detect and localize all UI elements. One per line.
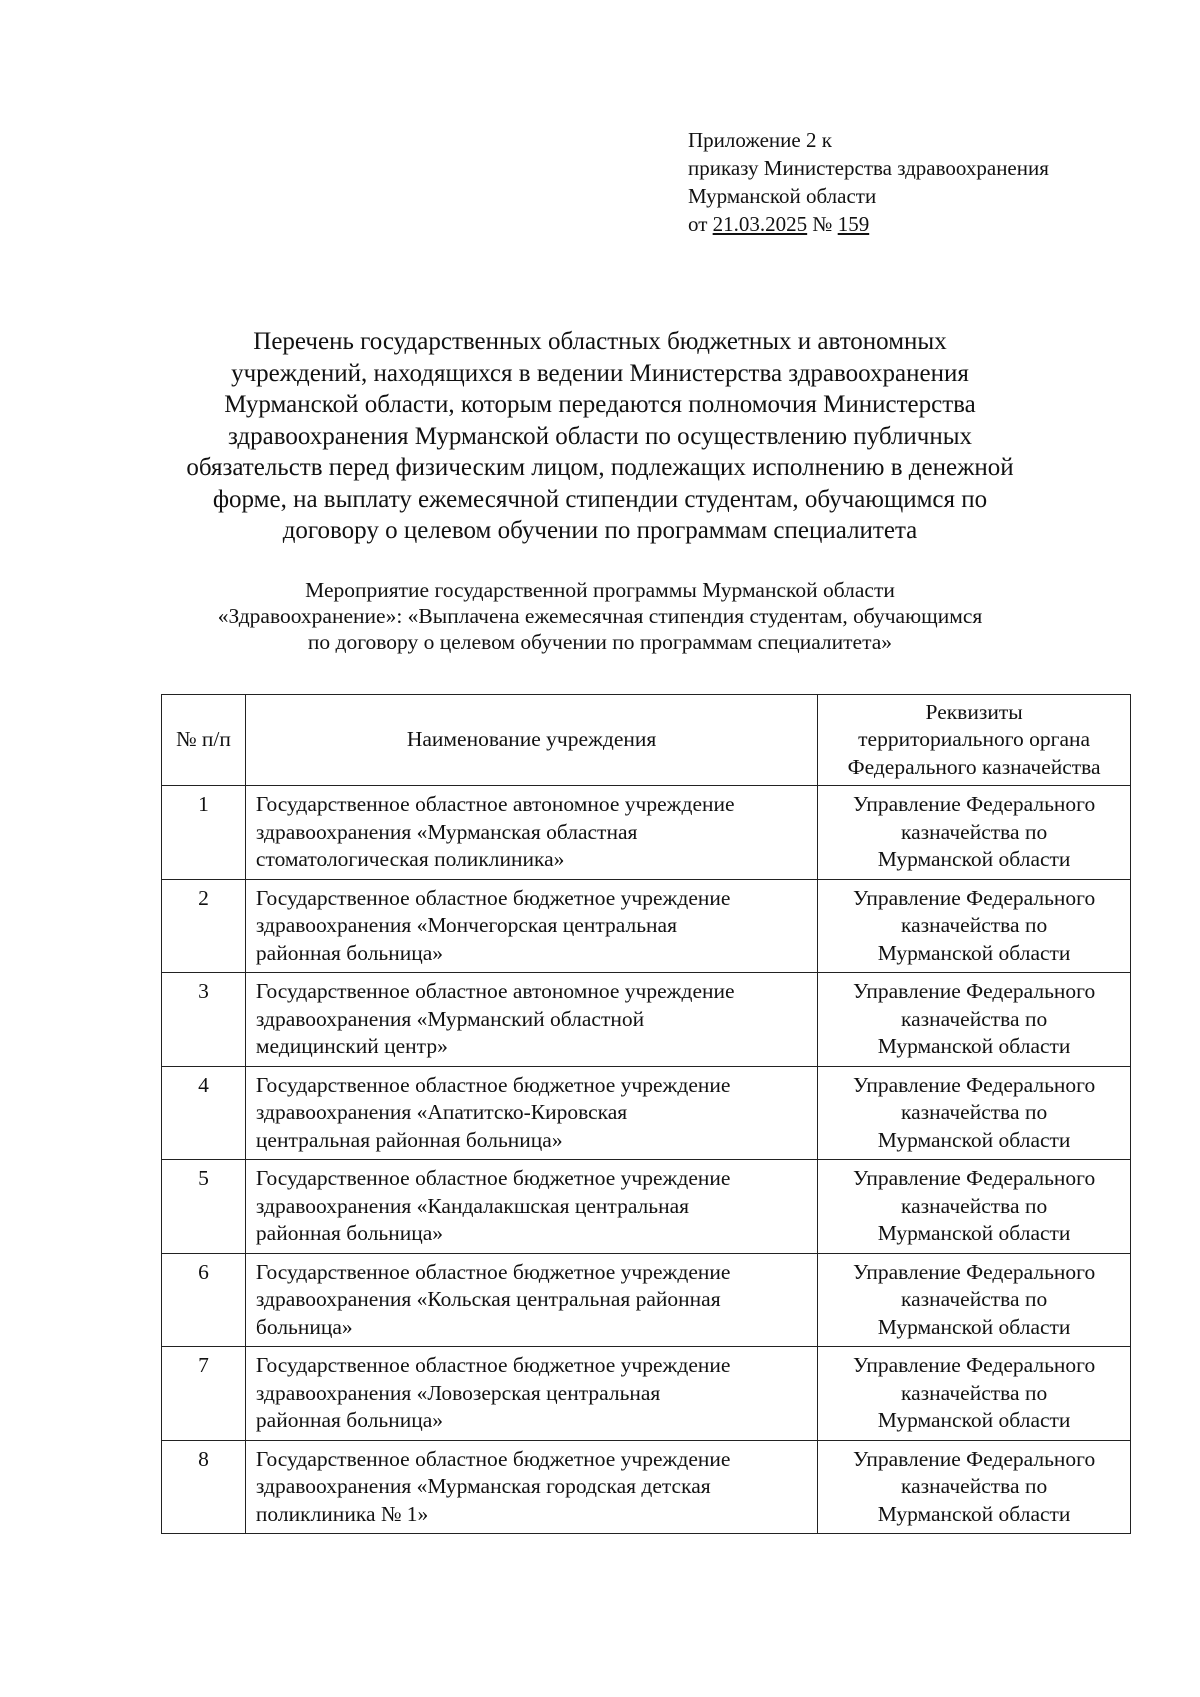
table-row xyxy=(162,1160,1131,1254)
requisites-line: казначейства по xyxy=(901,1006,1048,1031)
name-line: медицинский центр» xyxy=(255,1034,448,1058)
requisites-line: Управление Федерального xyxy=(852,792,1096,816)
treasury-requisites xyxy=(818,879,1131,973)
name-line: здравоохранения «Мончегорская центральная xyxy=(255,913,677,937)
requisites-line: Мурманской области xyxy=(877,1314,1071,1339)
institution-name xyxy=(245,1253,817,1347)
header-requisites-line: Реквизиты xyxy=(925,699,1023,724)
institutions-table xyxy=(161,694,1131,1534)
name-line: здравоохранения «Ловозерская центральная xyxy=(255,1380,661,1405)
title-line: обязательств перед физическим лицом, подлежащих исполнению в денежной xyxy=(186,454,1014,481)
header-num: № п/п xyxy=(162,695,246,786)
name-line: здравоохранения «Мурманская областная xyxy=(255,819,638,844)
name-line: здравоохранения «Мурманский областной xyxy=(255,1006,645,1031)
order-number: 159 xyxy=(837,212,870,236)
requisites-line: Мурманской области xyxy=(877,940,1071,965)
title-line: здравоохранения Мурманской области по осуществлению публичных xyxy=(227,422,973,450)
row-number: 2 xyxy=(162,879,246,973)
name-line: Государственное областное бюджетное учреждение xyxy=(255,885,731,910)
requisites-line: Управление Федерального xyxy=(852,979,1096,1003)
institution-name xyxy=(245,879,817,973)
program-subtitle xyxy=(150,577,1050,655)
appendix-block xyxy=(688,126,1049,238)
requisites-line: Управление Федерального xyxy=(852,1166,1096,1190)
requisites-line: Мурманской области xyxy=(877,1127,1071,1152)
name-line: центральная районная больница» xyxy=(255,1127,563,1152)
row-number: 1 xyxy=(162,786,246,880)
header-requisites-line: Федерального казначейства xyxy=(847,754,1101,779)
treasury-requisites xyxy=(818,973,1131,1067)
table-row xyxy=(162,786,1131,880)
appendix-line: Приложение 2 к xyxy=(688,128,832,152)
table-row xyxy=(162,1253,1131,1347)
requisites-line: казначейства по xyxy=(901,913,1048,937)
name-line: стоматологическая поликлиника» xyxy=(255,847,565,871)
appendix-date-prefix: от xyxy=(688,212,713,236)
table-row xyxy=(162,1440,1131,1534)
name-line: поликлиника № 1» xyxy=(255,1501,429,1526)
requisites-line: казначейства по xyxy=(901,1380,1048,1405)
institution-name xyxy=(245,1066,817,1160)
row-number: 4 xyxy=(162,1066,246,1160)
treasury-requisites xyxy=(818,1160,1131,1254)
table-row xyxy=(162,973,1131,1067)
requisites-line: Мурманской области xyxy=(877,847,1071,871)
name-line: больница» xyxy=(255,1314,353,1339)
name-line: Государственное областное бюджетное учреждение xyxy=(255,1353,731,1377)
row-number: 5 xyxy=(162,1160,246,1254)
requisites-line: Управление Федерального xyxy=(852,1259,1096,1284)
name-line: здравоохранения «Мурманская городская детская xyxy=(255,1474,711,1498)
row-number: 6 xyxy=(162,1253,246,1347)
appendix-line: приказу Министерства здравоохранения xyxy=(688,156,1049,180)
document-title xyxy=(150,326,1050,547)
name-line: Государственное областное бюджетное учреждение xyxy=(255,1166,731,1190)
requisites-line: Управление Федерального xyxy=(852,1353,1096,1377)
name-line: здравоохранения «Кандалакшская центральная xyxy=(255,1193,690,1218)
requisites-line: Мурманской области xyxy=(877,1034,1071,1058)
name-line: Государственное областное автономное учреждение xyxy=(255,979,735,1003)
title-line: учреждений, находящихся в ведении Министерства здравоохранения xyxy=(231,359,969,387)
name-line: Государственное областное бюджетное учреждение xyxy=(255,1446,731,1471)
table-row xyxy=(162,879,1131,973)
institution-name xyxy=(245,786,817,880)
name-line: Государственное областное автономное учреждение xyxy=(255,792,735,816)
appendix-date-line xyxy=(688,210,1049,238)
row-number: 7 xyxy=(162,1347,246,1441)
name-line: Государственное областное бюджетное учреждение xyxy=(255,1259,731,1284)
row-number: 3 xyxy=(162,973,246,1067)
table-header-row xyxy=(162,695,1131,786)
requisites-line: Управление Федерального xyxy=(852,1446,1096,1471)
requisites-line: Управление Федерального xyxy=(852,1072,1096,1097)
title-line: Мурманской области, которым передаются полномочия Министерства xyxy=(224,391,976,418)
subtitle-line: «Здравоохранение»: «Выплачена ежемесячная стипендия студентам, обучающимся xyxy=(217,604,983,628)
name-line: районная больница» xyxy=(255,1221,444,1245)
requisites-line: казначейства по xyxy=(901,1287,1048,1311)
header-name: Наименование учреждения xyxy=(245,695,817,786)
treasury-requisites xyxy=(818,1440,1131,1534)
requisites-line: Управление Федерального xyxy=(852,885,1096,910)
treasury-requisites xyxy=(818,1253,1131,1347)
treasury-requisites xyxy=(818,1066,1131,1160)
requisites-line: казначейства по xyxy=(901,1474,1048,1498)
subtitle-line: Мероприятие государственной программы Мурманской области xyxy=(305,578,895,602)
title-line: Перечень государственных областных бюджетных и автономных xyxy=(253,328,947,355)
title-line: форме, на выплату ежемесячной стипендии студентам, обучающимся по xyxy=(212,485,988,513)
treasury-requisites xyxy=(818,1347,1131,1441)
table-row xyxy=(162,1066,1131,1160)
institution-name xyxy=(245,1347,817,1441)
order-number-label: № xyxy=(807,212,838,236)
header-requisites xyxy=(818,695,1131,786)
name-line: районная больница» xyxy=(255,940,444,965)
requisites-line: казначейства по xyxy=(901,1100,1048,1124)
header-requisites-line: территориального органа xyxy=(858,727,1091,752)
institution-name xyxy=(245,1160,817,1254)
name-line: здравоохранения «Апатитско-Кировская xyxy=(255,1100,628,1124)
requisites-line: казначейства по xyxy=(901,1193,1048,1218)
name-line: здравоохранения «Кольская центральная районная xyxy=(255,1287,721,1311)
institution-name xyxy=(245,1440,817,1534)
order-date: 21.03.2025 xyxy=(712,212,808,236)
appendix-line: Мурманской области xyxy=(688,184,877,208)
title-line: договору о целевом обучении по программам специалитета xyxy=(282,517,918,544)
requisites-line: Мурманской области xyxy=(877,1501,1071,1526)
institution-name xyxy=(245,973,817,1067)
row-number: 8 xyxy=(162,1440,246,1534)
name-line: Государственное областное бюджетное учреждение xyxy=(255,1072,731,1097)
requisites-line: Мурманской области xyxy=(877,1221,1071,1245)
treasury-requisites xyxy=(818,786,1131,880)
subtitle-line: по договору о целевом обучении по программам специалитета» xyxy=(307,630,893,654)
requisites-line: казначейства по xyxy=(901,819,1048,844)
table-row xyxy=(162,1347,1131,1441)
requisites-line: Мурманской области xyxy=(877,1408,1071,1432)
name-line: районная больница» xyxy=(255,1408,444,1432)
